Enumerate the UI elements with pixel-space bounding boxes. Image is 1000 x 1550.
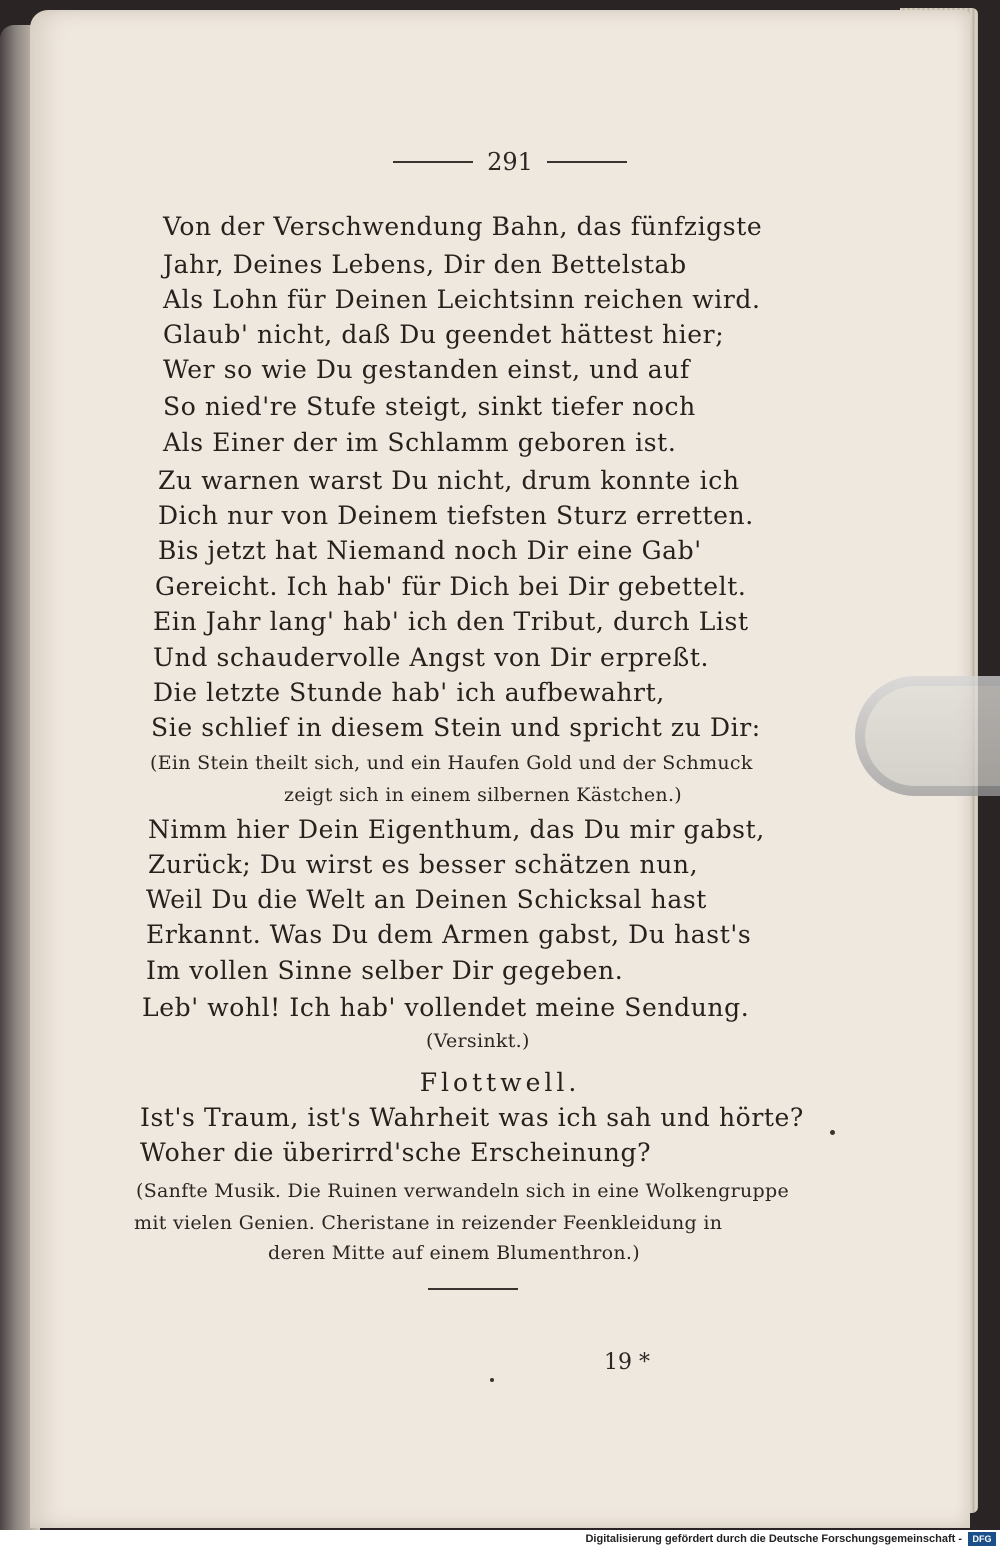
stage-direction: (Versinkt.) <box>426 1030 530 1052</box>
funding-credit: Digitalisierung gefördert durch die Deutsche Forschungsgemeinschaft - <box>585 1533 962 1545</box>
page-number: 291 <box>487 148 533 176</box>
header-rule-right <box>547 161 627 163</box>
dfg-logo-icon: DFG <box>968 1532 996 1546</box>
page-clip <box>855 676 1000 796</box>
verse-line: Erkannt. Was Du dem Armen gabst, Du hast's <box>146 920 752 949</box>
verse-line: Jahr, Deines Lebens, Dir den Bettelstab <box>163 250 687 279</box>
verse-line: So nied're Stufe steigt, sinkt tiefer noch <box>163 392 696 421</box>
verse-line: Glaub' nicht, daß Du geendet hättest hier; <box>163 320 725 349</box>
footer-bar <box>0 1530 1000 1550</box>
verse-line: Zu warnen warst Du nicht, drum konnte ich <box>158 466 740 495</box>
verse-line: Ein Jahr lang' hab' ich den Tribut, durch List <box>153 607 749 636</box>
verse-line: Und schaudervolle Angst von Dir erpreßt. <box>153 643 710 672</box>
header-rule-left <box>393 161 473 163</box>
stage-direction: deren Mitte auf einem Blumenthron.) <box>268 1242 640 1264</box>
verse-line: Von der Verschwendung Bahn, das fünfzigste <box>163 212 763 241</box>
verse-line: Ist's Traum, ist's Wahrheit was ich sah und hörte? <box>140 1103 804 1132</box>
verse-line: Bis jetzt hat Niemand noch Dir eine Gab' <box>158 536 702 565</box>
section-rule <box>428 1288 518 1290</box>
speck <box>490 1378 494 1382</box>
verse-line: Sie schlief in diesem Stein und spricht zu Dir: <box>151 713 761 742</box>
verse-line: Im vollen Sinne selber Dir gegeben. <box>146 956 624 985</box>
stage-direction: (Ein Stein theilt sich, und ein Haufen Gold und der Schmuck <box>150 752 753 774</box>
verse-line: Dich nur von Deinem tiefsten Sturz erretten. <box>158 501 754 530</box>
verse-line: Weil Du die Welt an Deinen Schicksal hast <box>146 885 707 914</box>
stage-direction: zeigt sich in einem silbernen Kästchen.) <box>284 784 682 806</box>
verse-line: Wer so wie Du gestanden einst, und auf <box>163 355 690 384</box>
verse-line: Als Einer der im Schlamm geboren ist. <box>163 428 677 457</box>
verse-line: Leb' wohl! Ich hab' vollendet meine Sendung. <box>142 993 750 1022</box>
verse-line: Als Lohn für Deinen Leichtsinn reichen wird. <box>163 285 761 314</box>
speaker-name: Flottwell. <box>419 1068 581 1097</box>
printer-signature: 19 * <box>604 1350 650 1375</box>
verse-line: Gereicht. Ich hab' für Dich bei Dir gebettelt. <box>155 572 747 601</box>
verse-line: Nimm hier Dein Eigenthum, das Du mir gabst, <box>148 815 765 844</box>
stage-direction: (Sanfte Musik. Die Ruinen verwandeln sich in eine Wolkengruppe <box>136 1180 790 1202</box>
page-header <box>390 142 630 182</box>
speck <box>830 1130 835 1135</box>
verse-line: Die letzte Stunde hab' ich aufbewahrt, <box>153 678 665 707</box>
verse-line: Zurück; Du wirst es besser schätzen nun, <box>148 850 699 879</box>
stage-direction: mit vielen Genien. Cheristane in reizender Feenkleidung in <box>134 1212 723 1234</box>
verse-line: Woher die überirrd'sche Erscheinung? <box>140 1138 652 1167</box>
